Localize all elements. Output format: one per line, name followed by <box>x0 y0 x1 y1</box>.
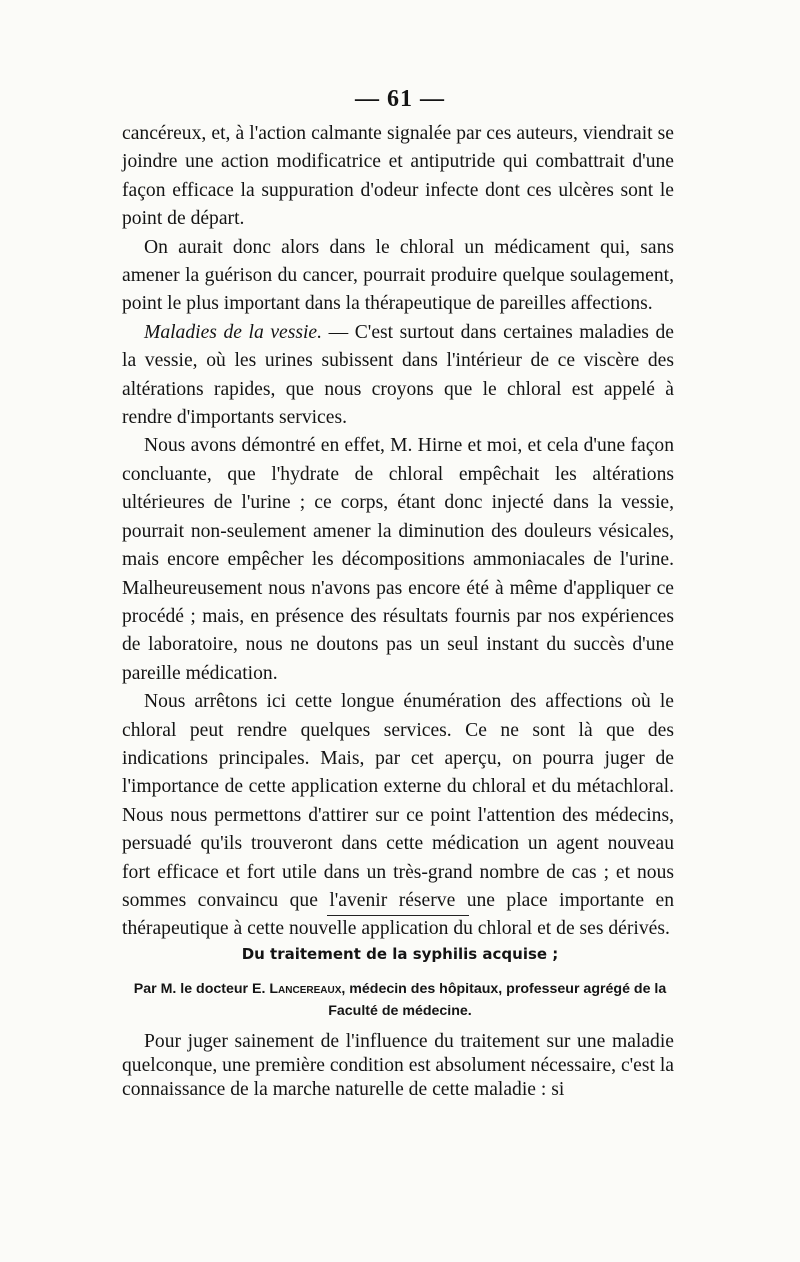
page-number: — 61 — <box>355 86 445 112</box>
closing-text <box>122 1030 674 1102</box>
paragraph-5: Nous arrêtons ici cette longue énumération des affections où le chloral peut rendre quelques services. Ce ne sont là que des indications principales. Mais, par cet aperçu, on pourra juger de l'importance de cette application externe du chloral et du métachloral. Nous nous permettons d'attirer sur ce point l'attention des médecins, persuadé qu'ils trouveront dans cette médication un agent nouveau fort efficace et fort utile dans un très-grand nombre de cas ; et nous sommes convaincu que l'avenir réserve une place importante en thérapeutique à cette nouvelle application du chloral et de ses dérivés. <box>122 691 674 940</box>
paragraph-4: Nous avons démontré en effet, M. Hirne et moi, et cela d'une façon concluante, que l'hydrate de chloral empêchait les altérations ultérieures de l'urine ; ce corps, étant donc injecté dans la vessie, pourrait non-seulement amener la diminution des douleurs vésicales, mais encore empêcher les décompositions ammoniacales de l'urine. Malheureusement nous n'avons pas encore été à même d'appliquer ce procédé ; mais, en présence des résultats fournis par nos expériences de laboratoire, nous ne doutons pas un seul instant du succès d'une pareille médication. <box>122 435 674 684</box>
byline-prefix: Par M. le docteur E. <box>133 981 270 997</box>
body-text <box>122 120 674 944</box>
paragraph-3 <box>122 319 674 433</box>
byline <box>130 978 670 1022</box>
section-title: Du traitement de la syphilis acquise ; <box>241 945 559 963</box>
paragraph-1: cancéreux, et, à l'action calmante signalée par ces auteurs, viendrait se joindre une action modificatrice et antiputride qui combattrait d'une façon efficace la suppuration d'odeur infecte dont ces ulcères sont le point de départ. <box>122 123 674 230</box>
section-divider <box>327 915 469 916</box>
paragraph-2: On aurait donc alors dans le chloral un médicament qui, sans amener la guérison du cancer, pourrait produire quelque soulagement, point le plus important dans la thérapeutique de pareilles affections. <box>122 236 674 315</box>
byline-suffix: , médecin des hôpitaux, professeur agrégé de la Faculté de médecine. <box>328 981 667 1019</box>
paragraph-3-text: — C'est surtout dans certaines maladies de la vessie, où les urines subissent dans l'intérieur de ce viscère des altérations rapides, que nous croyons que le chloral est appelé à rendre d'importants services. <box>122 321 674 429</box>
subheading-vessie: Maladies de la vessie. <box>144 321 323 343</box>
byline-author: Lancereaux <box>269 981 342 997</box>
closing-paragraph: Pour juger sainement de l'influence du traitement sur une maladie quelconque, une première condition est absolument nécessaire, c'est la connaissance de la marche naturelle de cette maladie : si <box>122 1031 674 1100</box>
